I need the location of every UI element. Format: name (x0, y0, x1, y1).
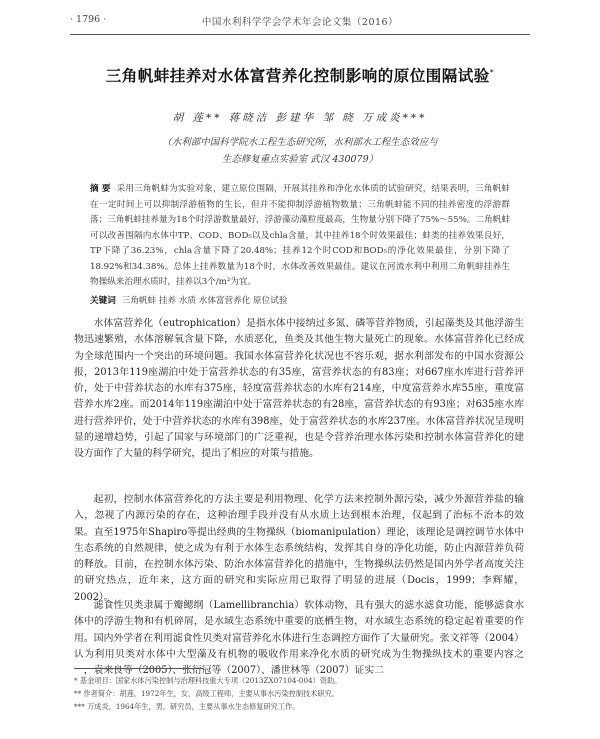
body-paragraph-1 (74, 316, 524, 463)
abstract (90, 182, 510, 291)
journal-title: 中国水利科学学会学术年会论文集（2016） (201, 17, 399, 28)
running-header (70, 14, 530, 30)
title-footnote-mark: * (489, 67, 495, 77)
page-number: · 1796 · (70, 14, 107, 25)
footnote-corresponding: *** 万成炎，1964年生，男，研究员，主要从事水生态修复研究工作。 (74, 702, 300, 711)
keywords-text: 三角帆蚌 挂养 水质 水体富营养化 原位试验 (121, 296, 288, 306)
abstract-text: 采用三角帆蚌为实验对象，建立原位围隔，开展其挂养和净化水体质的试验研究，结果表明，三角帆蚌在一定时间上可以抑制浮游植物的生长，但并不能抑制浮游植物数量；三角帆蚌能不同的挂养密度的浮游群落；三角帆蚌挂养量为18个时浮游数量最好，浮游藻动藻粒度最高，生物量分别下降了75%～55%。二角帆蚌可以改善围隔内水体中TP、COD、BOD₅以及chla含量，其中挂养18个时效果最佳；蚌类的挂养效果良好，TP下降了36.23%，chla含量下降了20.48%；挂养12个时COD和BOD₅的净化效果最佳，分别下降了18.92%和34.38%。总体上挂养数量为18个时，水体改善效果最佳。建议在河流水利中利用二角帆蚌挂养生物操纵来治理水质时，挂养以3个/m²为宜。 (90, 184, 510, 287)
footnotes (74, 674, 524, 713)
header-rule (70, 34, 530, 35)
paper-title-text: 三角帆蚌挂养对水体富营养化控制影响的原位围隔试验 (105, 67, 490, 85)
affiliation-line-1: （水利部中国科学院水工程生态研究所，水利部水工程生态效应与 (162, 137, 438, 148)
footnote-rule (74, 668, 204, 669)
keywords-label: 关键词 (90, 296, 116, 306)
keywords (90, 294, 510, 306)
paragraph-text: 起初，控制水体富营养化的方法主要是利用物理、化学方法来控制外源污染，减少外源营养盐的输入，忽视了内源污染的存在，这种治理手段并没有从水质上达到根本治理，仅起到了治标不治本的效果。直至1975年Shapiro等提出经典的生物操纵（biomanipulation）理论，该理论是调控调节水体中生态系统的自然规律，使之成为有利于水体生态系统结构，发挥其自身的净化功能，防止内源营养负荷的释放。目前，在控制水体污染、防治水体富营养化的措施中，生物操纵法仍然是国内外学者高度关注的研究热点，近年来，这方面的研究和实际应用已取得了明显的进展（Docis，1999；李辉耀，2002）。 (74, 494, 524, 603)
footnote-funding: * 基金项目：国家水体污染控制与治理科技重大专项（2013ZX07104-004）资助。 (74, 676, 342, 685)
abstract-label: 摘 要 (90, 184, 111, 194)
paper-title (60, 64, 540, 86)
paragraph-text: 水体富营养化（eutrophication）是指水体中接纳过多氮、磷等营养物质，引起藻类及其他浮游生物迅速繁殖，水体溶解氧含量下降，水质恶化，鱼类及其他生物大量死亡的现象。水体富营养化已经成为全球范围内一个突出的环境问题。我国水体富营养化状况也不容乐观，据水利部发布的中国水资源公报，2013年119座湖泊中处于富营养状态的有35座，富营养状态的有83座；对667座水库进行营养评价，处于中营养状态的水库有375座，轻度富营养状态的水库有214座，中度富营养水库55座，重度富营养水库2座。而2014年119座湖泊中处于富营养状态的有28座，富营养状态的有93座；对635座水库进行营养评价，处于中营养状态的水库有398座，处于富营养状态的水库237座。水体富营养状况呈现明显的递增趋势，引起了国家与环境部门的广泛重视，也是令营养治理水体污染和控制水体富营养化的建设方面作了大量的科学研究，提出了相应的对策与措施。 (74, 318, 524, 460)
author-list: 胡 莲** 蒋晓洁 彭建华 邹 晓 万成炎*** (172, 112, 428, 124)
paragraph-text: 滤食性贝类隶属于瓣鳃纲（Lamellibranchia）软体动物，具有强大的滤水滤食功能，能够滤食水体中的浮游生物和有机碎屑，是水域生态系统中重要的底栖生物，对水域生态系统的稳定起着重要的作用。国内外学者在利用滤食性贝类对富营养化水体进行生态调控方面作了大量研究。张文祥等（2004）认为利用贝类对水体中大型藻及有机物的吸收作用来净化水质的研究成为生物操纵技术的重要内容之一，袁来良等（2005）、张衍冠等（2007）、潘世林等（2007）证实二 (74, 600, 524, 677)
body-paragraph-2 (74, 492, 524, 606)
footnote-author-bio: ** 作者简介：胡莲，1972年生，女，高级工程师，主要从事水污染控制技术研究。 (74, 689, 339, 698)
affiliation-line-2: 生态修复重点实验室 武汉 430079） (221, 154, 379, 165)
